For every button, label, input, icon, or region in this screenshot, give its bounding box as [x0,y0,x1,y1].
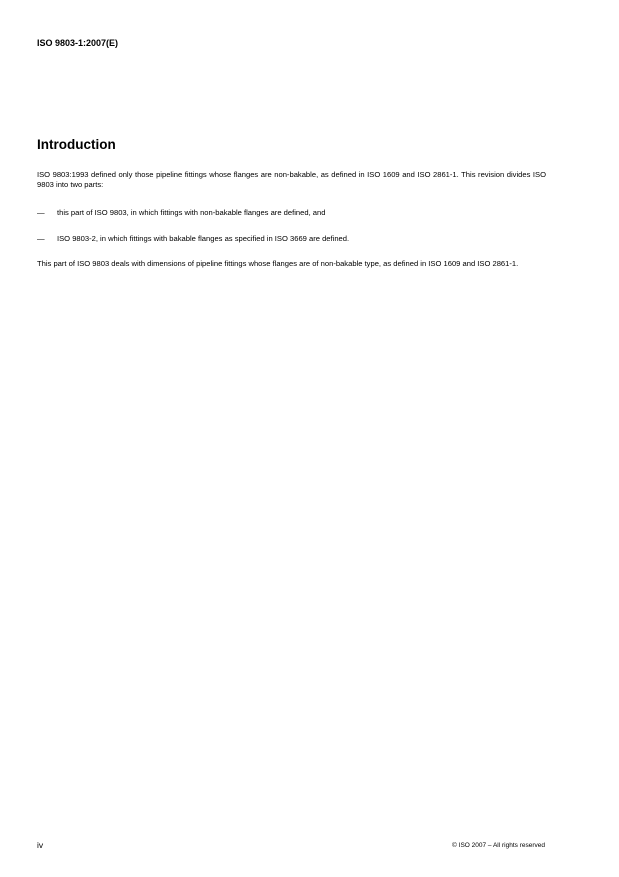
list-item [37,234,546,244]
list-item-text: ISO 9803-2, in which fittings with bakable flanges as specified in ISO 3669 are defined. [57,234,350,243]
list-item-text: this part of ISO 9803, in which fittings with non-bakable flanges are defined, and [57,208,326,217]
dash-marker: — [37,234,45,243]
copyright-notice: © ISO 2007 – All rights reserved [452,842,545,849]
document-id: ISO 9803-1:2007(E) [37,38,119,48]
page-number: iv [37,840,44,850]
list-item [37,208,546,218]
dash-marker: — [37,208,45,217]
intro-paragraph-2: This part of ISO 9803 deals with dimensions of pipeline fittings whose flanges are of non-bakable type, as defined in ISO 1609 and ISO 2861-1. [37,259,519,268]
intro-paragraph-1: ISO 9803:1993 defined only those pipeline fittings whose flanges are non-bakable, as defined in ISO 1609 and ISO 2861-1. This revision divides ISO 9803 into two parts: [37,170,546,189]
section-title: Introduction [37,137,116,152]
